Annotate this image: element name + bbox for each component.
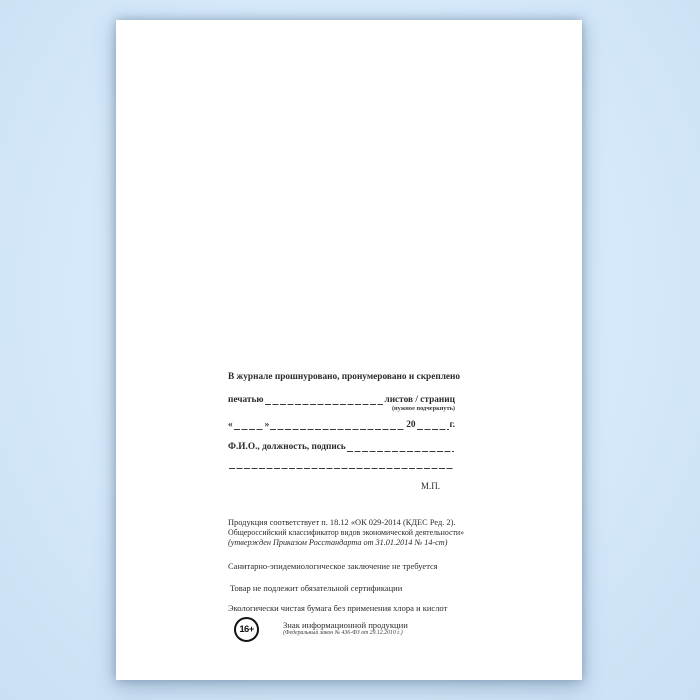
blank-year <box>417 419 449 430</box>
blank-line <box>265 394 384 405</box>
age-rating-16-icon: 16+ <box>234 617 259 642</box>
paper-statement: Экологически чистая бумага без применения хлора и кислот <box>228 603 448 613</box>
compliance-line-2: Общероссийский классификатор видов экономической деятельности» <box>228 528 465 537</box>
extra-blank-line <box>228 460 455 470</box>
date-line <box>228 419 455 431</box>
sheets-label: листов / страниц <box>384 395 455 405</box>
age-mark-row <box>228 617 455 642</box>
blank-signature <box>347 441 454 452</box>
quote-open: « <box>228 420 233 430</box>
journal-back-page <box>116 20 582 680</box>
underline-note: (нужное подчеркнуть) <box>391 405 455 412</box>
certification-statement: Товар не подлежит обязательной сертификации <box>230 583 403 593</box>
seal-place-label: М.П. <box>420 481 440 491</box>
age-mark-law: (Федеральный закон № 436-ФЗ от 29.12.2010 г.) <box>283 630 403 636</box>
year-prefix: 20 <box>406 420 416 430</box>
age-mark-label: Знак информационной продукции <box>283 620 408 630</box>
bound-statement: В журнале прошнуровано, пронумеровано и скреплено <box>228 372 461 382</box>
age-mark-text <box>283 617 408 637</box>
signature-line <box>228 441 455 453</box>
signature-label: Ф.И.О., должность, подпись <box>228 442 346 452</box>
quote-close: » <box>264 420 270 430</box>
blank-day <box>234 419 264 430</box>
compliance-line-3: (утвержден Приказом Росстандарта от 31.01.2014 № 14-ст) <box>228 537 448 547</box>
year-suffix: г. <box>449 420 455 430</box>
seal-label: печатью <box>228 395 264 405</box>
page-content <box>228 372 465 668</box>
blank-month <box>270 419 405 430</box>
compliance-paragraph <box>228 518 465 548</box>
compliance-line-1: Продукция соответствует п. 18.12 «ОК 029-2014 (КДЕС Ред. 2). <box>228 518 456 527</box>
sanitary-statement: Санитарно-эпидемиологическое заключение не требуется <box>228 561 438 571</box>
blank-line-full <box>229 459 454 469</box>
